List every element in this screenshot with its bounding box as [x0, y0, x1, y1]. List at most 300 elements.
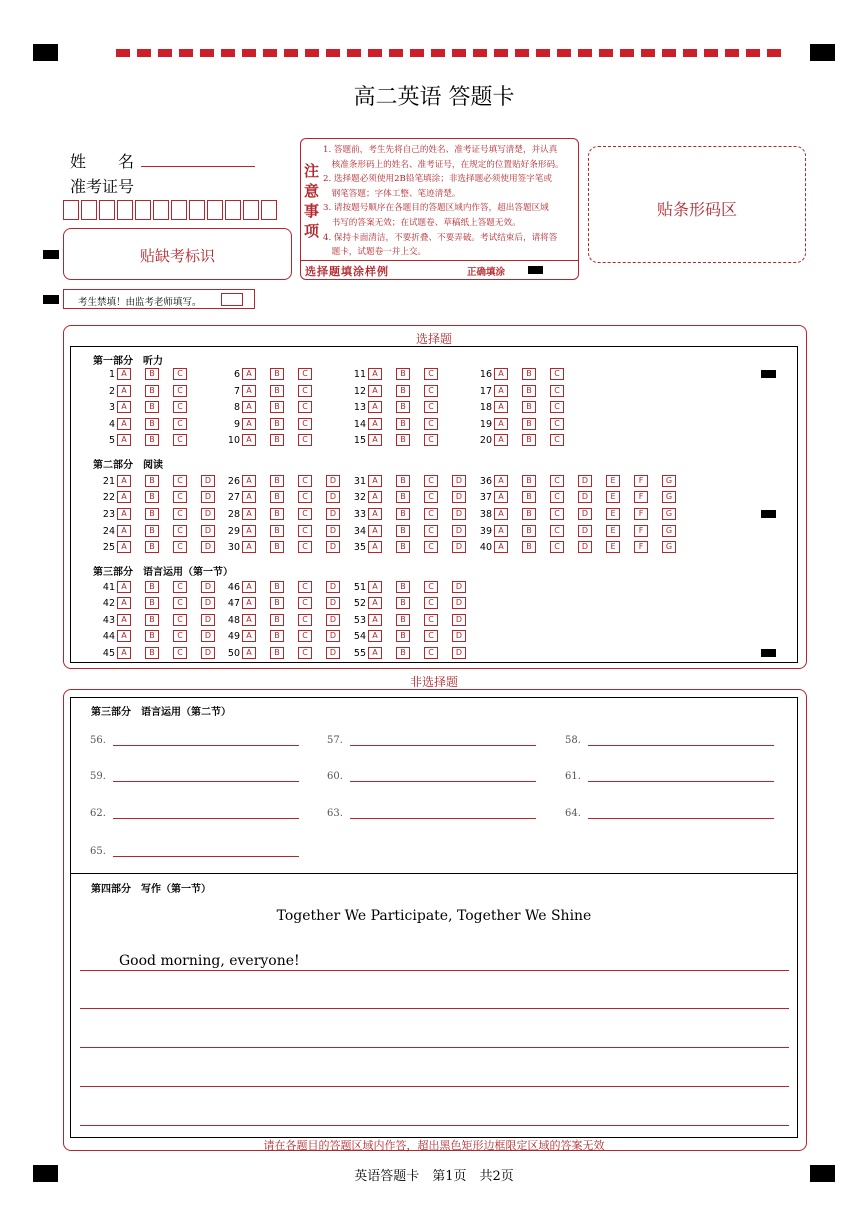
option-bubble[interactable]: C: [173, 647, 187, 659]
option-bubble[interactable]: B: [396, 581, 410, 593]
option-bubble[interactable]: A: [117, 508, 131, 520]
option-bubble[interactable]: G: [662, 541, 676, 553]
option-bubble[interactable]: C: [298, 434, 312, 446]
proctor-note: 考生禁填！由监考老师填写。: [78, 297, 202, 308]
option-bubble[interactable]: A: [117, 434, 131, 446]
option-bubble[interactable]: B: [522, 541, 536, 553]
option-bubble[interactable]: A: [368, 385, 382, 397]
writing-line[interactable]: [80, 1008, 789, 1009]
option-bubble[interactable]: D: [452, 525, 466, 537]
option-bubble[interactable]: B: [145, 434, 159, 446]
option-bubble[interactable]: C: [298, 491, 312, 503]
question-number: 32: [353, 491, 366, 503]
option-bubble[interactable]: B: [270, 597, 284, 609]
option-bubble[interactable]: B: [522, 525, 536, 537]
page-title: 高二英语 答题卡: [353, 85, 515, 110]
question-number: 46: [227, 581, 240, 593]
option-bubble[interactable]: B: [396, 491, 410, 503]
option-bubble[interactable]: F: [634, 508, 648, 520]
option-bubble[interactable]: B: [145, 475, 159, 487]
exam-id-boxes[interactable]: [63, 200, 279, 220]
option-bubble[interactable]: A: [494, 368, 508, 380]
option-bubble[interactable]: B: [396, 597, 410, 609]
option-bubble[interactable]: D: [326, 541, 340, 553]
nonchoice-divider: [70, 873, 798, 874]
exam-id-digit-box[interactable]: [261, 200, 277, 220]
blank-number: 57.: [327, 735, 343, 746]
question-number: 16: [479, 368, 492, 380]
option-bubble[interactable]: A: [368, 647, 382, 659]
option-bubble[interactable]: C: [424, 434, 438, 446]
option-bubble[interactable]: D: [452, 630, 466, 642]
question-number: 23: [102, 508, 115, 520]
option-bubble[interactable]: C: [550, 508, 564, 520]
option-bubble[interactable]: D: [326, 614, 340, 626]
option-bubble[interactable]: B: [522, 368, 536, 380]
option-bubble[interactable]: F: [634, 541, 648, 553]
option-bubble[interactable]: C: [298, 508, 312, 520]
option-bubble[interactable]: C: [173, 525, 187, 537]
question-number: 48: [227, 614, 240, 626]
option-bubble[interactable]: D: [452, 647, 466, 659]
option-bubble[interactable]: C: [550, 475, 564, 487]
question-row: [97, 401, 201, 413]
option-bubble[interactable]: C: [550, 401, 564, 413]
option-bubble[interactable]: F: [634, 475, 648, 487]
option-bubble[interactable]: A: [242, 525, 256, 537]
option-bubble[interactable]: B: [396, 525, 410, 537]
option-bubble[interactable]: A: [242, 630, 256, 642]
proctor-checkbox[interactable]: [221, 293, 243, 306]
option-bubble[interactable]: A: [242, 368, 256, 380]
option-bubble[interactable]: A: [494, 491, 508, 503]
option-bubble[interactable]: A: [117, 614, 131, 626]
option-bubble[interactable]: A: [242, 475, 256, 487]
blank-answer-line[interactable]: [113, 781, 299, 782]
question-number: 5: [108, 434, 115, 446]
option-bubble[interactable]: A: [117, 581, 131, 593]
option-bubble[interactable]: B: [270, 434, 284, 446]
option-bubble[interactable]: A: [242, 418, 256, 430]
option-bubble[interactable]: A: [117, 525, 131, 537]
option-bubble[interactable]: A: [368, 630, 382, 642]
writing-line[interactable]: [80, 1047, 789, 1048]
option-bubble[interactable]: C: [173, 368, 187, 380]
question-number: 18: [479, 401, 492, 413]
option-bubble[interactable]: B: [270, 491, 284, 503]
option-bubble[interactable]: B: [396, 541, 410, 553]
dash-segment: [557, 49, 571, 57]
option-bubble[interactable]: A: [368, 541, 382, 553]
option-bubble[interactable]: C: [424, 630, 438, 642]
option-bubble[interactable]: E: [606, 491, 620, 503]
question-row: [348, 491, 480, 503]
option-bubble[interactable]: B: [145, 418, 159, 430]
question-row: [474, 401, 578, 413]
option-bubble[interactable]: C: [550, 385, 564, 397]
option-bubble[interactable]: A: [368, 368, 382, 380]
option-bubble[interactable]: A: [117, 418, 131, 430]
option-bubble[interactable]: A: [117, 385, 131, 397]
option-bubble[interactable]: D: [452, 475, 466, 487]
blank-answer-line[interactable]: [350, 745, 536, 746]
option-bubble[interactable]: B: [270, 614, 284, 626]
question-number: 52: [353, 597, 366, 609]
option-bubble[interactable]: A: [117, 475, 131, 487]
option-bubble[interactable]: C: [550, 418, 564, 430]
option-bubble[interactable]: B: [396, 418, 410, 430]
option-bubble[interactable]: A: [242, 491, 256, 503]
option-bubble[interactable]: C: [424, 541, 438, 553]
option-bubble[interactable]: B: [145, 508, 159, 520]
option-bubble[interactable]: C: [173, 385, 187, 397]
option-bubble[interactable]: B: [396, 630, 410, 642]
option-bubble[interactable]: C: [298, 541, 312, 553]
question-number: 2: [108, 385, 115, 397]
option-bubble[interactable]: B: [145, 630, 159, 642]
option-bubble[interactable]: D: [578, 525, 592, 537]
option-bubble[interactable]: A: [494, 541, 508, 553]
option-bubble[interactable]: A: [494, 385, 508, 397]
question-number: 7: [233, 385, 240, 397]
option-bubble[interactable]: A: [117, 630, 131, 642]
question-number: 31: [353, 475, 366, 487]
exam-id-digit-box[interactable]: [99, 200, 115, 220]
option-bubble[interactable]: C: [424, 581, 438, 593]
exam-id-digit-box[interactable]: [81, 200, 97, 220]
option-bubble[interactable]: C: [298, 597, 312, 609]
question-row: [222, 647, 354, 659]
timing-mark: [43, 250, 59, 259]
option-bubble[interactable]: B: [145, 581, 159, 593]
exam-id-digit-box[interactable]: [153, 200, 169, 220]
option-bubble[interactable]: A: [494, 525, 508, 537]
option-bubble[interactable]: D: [326, 508, 340, 520]
option-bubble[interactable]: C: [173, 491, 187, 503]
blank-answer-line[interactable]: [113, 745, 299, 746]
option-bubble[interactable]: C: [173, 418, 187, 430]
option-bubble[interactable]: B: [145, 401, 159, 413]
option-bubble[interactable]: D: [201, 508, 215, 520]
option-bubble[interactable]: C: [550, 525, 564, 537]
option-bubble[interactable]: B: [270, 541, 284, 553]
option-bubble[interactable]: B: [396, 508, 410, 520]
option-bubble[interactable]: B: [522, 491, 536, 503]
option-bubble[interactable]: G: [662, 475, 676, 487]
question-row: [222, 418, 326, 430]
question-number: 20: [479, 434, 492, 446]
option-bubble[interactable]: C: [173, 597, 187, 609]
option-bubble[interactable]: B: [270, 630, 284, 642]
option-bubble[interactable]: C: [298, 630, 312, 642]
option-bubble[interactable]: D: [578, 541, 592, 553]
option-bubble[interactable]: B: [522, 434, 536, 446]
option-bubble[interactable]: D: [452, 581, 466, 593]
blank-number: 65.: [90, 846, 106, 857]
option-bubble[interactable]: A: [368, 475, 382, 487]
blank-number: 59.: [90, 771, 106, 782]
option-bubble[interactable]: C: [298, 614, 312, 626]
option-bubble[interactable]: C: [173, 581, 187, 593]
option-bubble[interactable]: F: [634, 491, 648, 503]
option-bubble[interactable]: B: [522, 475, 536, 487]
question-number: 25: [102, 541, 115, 553]
option-bubble[interactable]: B: [145, 597, 159, 609]
question-number: 27: [227, 491, 240, 503]
option-bubble[interactable]: C: [424, 368, 438, 380]
option-bubble[interactable]: D: [326, 525, 340, 537]
option-bubble[interactable]: F: [634, 525, 648, 537]
option-bubble[interactable]: C: [173, 475, 187, 487]
option-bubble[interactable]: D: [201, 525, 215, 537]
notice-item: 钢笔答题；字体工整、笔迹清楚。: [323, 188, 461, 199]
timing-mark: [43, 295, 59, 304]
option-bubble[interactable]: A: [368, 434, 382, 446]
blank-number: 64.: [565, 808, 581, 819]
option-bubble[interactable]: C: [173, 401, 187, 413]
writing-line[interactable]: [80, 1086, 789, 1087]
option-bubble[interactable]: D: [201, 647, 215, 659]
option-bubble[interactable]: C: [298, 385, 312, 397]
option-bubble[interactable]: A: [242, 647, 256, 659]
writing-line[interactable]: [80, 970, 789, 971]
option-bubble[interactable]: B: [270, 508, 284, 520]
blank-answer-line[interactable]: [588, 781, 774, 782]
question-number: 55: [353, 647, 366, 659]
option-bubble[interactable]: A: [494, 401, 508, 413]
option-bubble[interactable]: B: [270, 385, 284, 397]
question-number: 11: [353, 368, 366, 380]
option-bubble[interactable]: C: [424, 385, 438, 397]
option-bubble[interactable]: B: [145, 385, 159, 397]
correct-fill-label: 正确填涂: [467, 267, 506, 278]
option-bubble[interactable]: A: [368, 418, 382, 430]
option-bubble[interactable]: E: [606, 525, 620, 537]
option-bubble[interactable]: C: [173, 434, 187, 446]
option-bubble[interactable]: B: [522, 508, 536, 520]
option-bubble[interactable]: C: [424, 597, 438, 609]
option-bubble[interactable]: A: [368, 491, 382, 503]
name-label: 姓 名: [70, 152, 135, 171]
option-bubble[interactable]: C: [173, 630, 187, 642]
blank-answer-line[interactable]: [350, 818, 536, 819]
option-bubble[interactable]: B: [270, 647, 284, 659]
question-number: 41: [102, 581, 115, 593]
notice-item: 1. 答题前，考生先将自己的姓名、准考证号填写清楚，并认真: [323, 145, 558, 155]
option-bubble[interactable]: C: [298, 525, 312, 537]
option-bubble[interactable]: B: [522, 401, 536, 413]
option-bubble[interactable]: B: [396, 614, 410, 626]
question-number: 37: [479, 491, 492, 503]
option-bubble[interactable]: D: [201, 475, 215, 487]
option-bubble[interactable]: C: [424, 491, 438, 503]
option-bubble[interactable]: C: [424, 508, 438, 520]
option-bubble[interactable]: B: [270, 401, 284, 413]
option-bubble[interactable]: A: [242, 581, 256, 593]
blank-number: 56.: [90, 735, 106, 746]
question-row: [97, 385, 201, 397]
exam-id-digit-box[interactable]: [189, 200, 205, 220]
question-row: [222, 581, 354, 593]
option-bubble[interactable]: D: [578, 475, 592, 487]
option-bubble[interactable]: A: [242, 597, 256, 609]
option-bubble[interactable]: C: [424, 647, 438, 659]
option-bubble[interactable]: D: [326, 597, 340, 609]
option-bubble[interactable]: C: [550, 541, 564, 553]
option-bubble[interactable]: G: [662, 508, 676, 520]
question-number: 24: [102, 525, 115, 537]
option-bubble[interactable]: B: [522, 418, 536, 430]
option-bubble[interactable]: B: [270, 525, 284, 537]
option-bubble[interactable]: E: [606, 475, 620, 487]
option-bubble[interactable]: C: [173, 614, 187, 626]
option-bubble[interactable]: A: [117, 401, 131, 413]
option-bubble[interactable]: C: [298, 475, 312, 487]
exam-id-digit-box[interactable]: [135, 200, 151, 220]
option-bubble[interactable]: D: [201, 597, 215, 609]
option-bubble[interactable]: A: [494, 434, 508, 446]
option-bubble[interactable]: B: [145, 614, 159, 626]
exam-id-digit-box[interactable]: [243, 200, 259, 220]
option-bubble[interactable]: A: [494, 508, 508, 520]
option-bubble[interactable]: A: [117, 541, 131, 553]
option-bubble[interactable]: G: [662, 525, 676, 537]
option-bubble[interactable]: A: [368, 508, 382, 520]
option-bubble[interactable]: A: [242, 401, 256, 413]
option-bubble[interactable]: D: [201, 614, 215, 626]
exam-id-digit-box[interactable]: [117, 200, 133, 220]
option-bubble[interactable]: B: [145, 368, 159, 380]
option-bubble[interactable]: D: [452, 614, 466, 626]
option-bubble[interactable]: D: [201, 491, 215, 503]
dash-segment: [326, 49, 340, 57]
option-bubble[interactable]: C: [424, 401, 438, 413]
option-bubble[interactable]: B: [396, 475, 410, 487]
option-bubble[interactable]: A: [242, 614, 256, 626]
exam-id-digit-box[interactable]: [207, 200, 223, 220]
option-bubble[interactable]: D: [452, 597, 466, 609]
blank-answer-line[interactable]: [588, 745, 774, 746]
option-bubble[interactable]: A: [368, 525, 382, 537]
option-bubble[interactable]: D: [452, 508, 466, 520]
option-bubble[interactable]: A: [494, 418, 508, 430]
option-bubble[interactable]: B: [396, 647, 410, 659]
dash-segment: [662, 49, 676, 57]
blank-answer-line[interactable]: [588, 818, 774, 819]
option-bubble[interactable]: C: [298, 581, 312, 593]
question-row: [348, 541, 480, 553]
option-bubble[interactable]: B: [145, 525, 159, 537]
option-bubble[interactable]: C: [173, 508, 187, 520]
option-bubble[interactable]: C: [424, 418, 438, 430]
option-bubble[interactable]: D: [201, 630, 215, 642]
option-bubble[interactable]: B: [145, 541, 159, 553]
option-bubble[interactable]: B: [396, 385, 410, 397]
option-bubble[interactable]: B: [396, 368, 410, 380]
option-bubble[interactable]: A: [242, 541, 256, 553]
question-row: [348, 581, 480, 593]
question-number: 4: [108, 418, 115, 430]
question-row: [222, 401, 326, 413]
option-bubble[interactable]: B: [270, 368, 284, 380]
question-row: [348, 647, 480, 659]
question-row: [348, 418, 452, 430]
option-bubble[interactable]: B: [145, 491, 159, 503]
option-bubble[interactable]: C: [173, 541, 187, 553]
option-bubble[interactable]: A: [242, 434, 256, 446]
option-bubble[interactable]: A: [368, 614, 382, 626]
option-bubble[interactable]: D: [326, 630, 340, 642]
option-bubble[interactable]: D: [452, 541, 466, 553]
option-bubble[interactable]: D: [201, 581, 215, 593]
option-bubble[interactable]: D: [578, 491, 592, 503]
option-bubble[interactable]: B: [396, 434, 410, 446]
option-bubble[interactable]: B: [522, 385, 536, 397]
blank-answer-line[interactable]: [113, 818, 299, 819]
option-bubble[interactable]: A: [117, 491, 131, 503]
option-bubble[interactable]: D: [326, 581, 340, 593]
option-bubble[interactable]: A: [117, 647, 131, 659]
option-bubble[interactable]: A: [242, 508, 256, 520]
exam-id-digit-box[interactable]: [225, 200, 241, 220]
option-bubble[interactable]: A: [368, 401, 382, 413]
option-bubble[interactable]: D: [326, 647, 340, 659]
option-bubble[interactable]: B: [270, 581, 284, 593]
option-bubble[interactable]: C: [550, 368, 564, 380]
option-bubble[interactable]: E: [606, 541, 620, 553]
option-bubble[interactable]: D: [452, 491, 466, 503]
option-bubble[interactable]: B: [145, 647, 159, 659]
option-bubble[interactable]: D: [326, 491, 340, 503]
option-bubble[interactable]: C: [298, 647, 312, 659]
option-bubble[interactable]: A: [368, 581, 382, 593]
option-bubble[interactable]: B: [270, 418, 284, 430]
exam-id-digit-box[interactable]: [171, 200, 187, 220]
writing-line[interactable]: [80, 1125, 789, 1126]
exam-id-digit-box[interactable]: [63, 200, 79, 220]
option-bubble[interactable]: D: [201, 541, 215, 553]
option-bubble[interactable]: C: [424, 614, 438, 626]
option-bubble[interactable]: C: [298, 401, 312, 413]
blank-answer-line[interactable]: [350, 781, 536, 782]
dash-segment: [767, 49, 781, 57]
essay-first-line[interactable]: Good morning, everyone!: [119, 953, 300, 969]
option-bubble[interactable]: A: [117, 597, 131, 609]
option-bubble[interactable]: A: [242, 385, 256, 397]
option-bubble[interactable]: D: [326, 475, 340, 487]
option-bubble[interactable]: C: [550, 434, 564, 446]
option-bubble[interactable]: C: [298, 368, 312, 380]
option-bubble[interactable]: C: [424, 475, 438, 487]
option-bubble[interactable]: D: [578, 508, 592, 520]
option-bubble[interactable]: G: [662, 491, 676, 503]
question-row: [474, 385, 578, 397]
blank-number: 60.: [327, 771, 343, 782]
option-bubble[interactable]: A: [494, 475, 508, 487]
name-underline: [141, 166, 255, 167]
option-bubble[interactable]: B: [270, 475, 284, 487]
option-bubble[interactable]: A: [368, 597, 382, 609]
option-bubble[interactable]: C: [298, 418, 312, 430]
option-bubble[interactable]: E: [606, 508, 620, 520]
dash-segment: [599, 49, 613, 57]
option-bubble[interactable]: A: [117, 368, 131, 380]
option-bubble[interactable]: B: [396, 401, 410, 413]
option-bubble[interactable]: C: [550, 491, 564, 503]
option-bubble[interactable]: C: [424, 525, 438, 537]
corner-mark-top-right: [810, 44, 835, 61]
blank-answer-line[interactable]: [113, 856, 299, 857]
